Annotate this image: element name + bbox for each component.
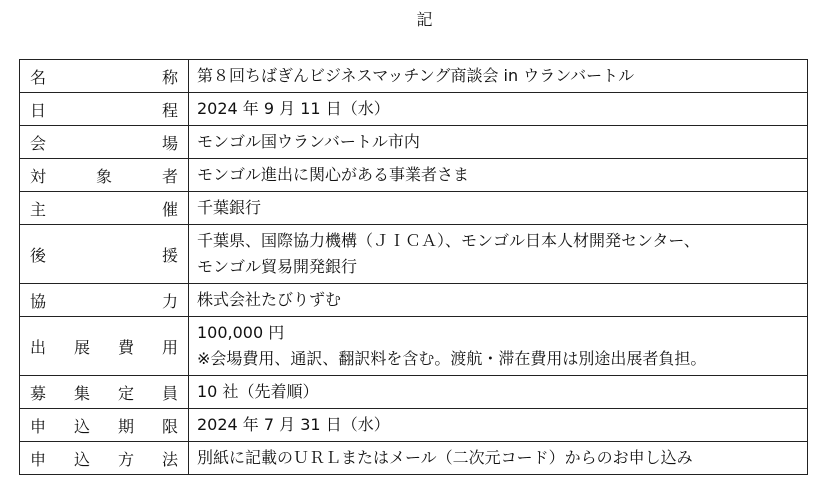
row-value-line: ※会場費用、通訳、翻訳料を含む。渡航・滞在費用は別途出展者負担。: [197, 349, 707, 368]
row-label-cell: [20, 159, 189, 192]
row-value-line: 10 社（先着順）: [197, 382, 319, 401]
row-value-line: 第８回ちばぎんビジネスマッチング商談会 in ウランバートル: [197, 66, 635, 85]
table-row: [20, 317, 808, 376]
row-label-cell: [20, 317, 189, 376]
document-heading: 記: [416, 10, 434, 29]
row-label-cell: [20, 409, 189, 442]
row-label: 会 場: [30, 133, 178, 153]
row-value-line: モンゴル国ウランバートル市内: [197, 132, 420, 151]
table-row: [20, 409, 808, 442]
event-info-table-body: [20, 60, 808, 475]
row-value-cell: [189, 317, 808, 376]
table-row: [20, 225, 808, 284]
row-label: 対 象 者: [30, 166, 178, 186]
row-label: 出 展 費 用: [30, 337, 178, 357]
row-value-cell: [189, 442, 808, 475]
row-value-line: 2024 年 7 月 31 日（水）: [197, 415, 390, 434]
row-value-cell: [189, 225, 808, 284]
row-label-cell: [20, 93, 189, 126]
row-value-cell: [189, 284, 808, 317]
row-label-cell: [20, 284, 189, 317]
row-value-cell: [189, 409, 808, 442]
row-value-line: 千葉銀行: [197, 198, 262, 217]
table-row: [20, 93, 808, 126]
table-row: [20, 442, 808, 475]
table-row: [20, 159, 808, 192]
row-value-line: 100,000 円: [197, 323, 285, 342]
row-label: 後 援: [30, 245, 178, 265]
row-label-cell: [20, 376, 189, 409]
row-value-line: 別紙に記載のＵＲＬまたはメール（二次元コード）からのお申し込み: [197, 448, 693, 467]
table-row: [20, 192, 808, 225]
row-label: 募 集 定 員: [30, 383, 178, 403]
row-label-cell: [20, 126, 189, 159]
row-label-cell: [20, 442, 189, 475]
row-value-line: モンゴル進出に関心がある事業者さま: [197, 165, 470, 184]
table-row: [20, 376, 808, 409]
table-row: [20, 284, 808, 317]
row-label: 協 力: [30, 291, 178, 311]
row-value-line: モンゴル貿易開発銀行: [197, 257, 358, 276]
row-label-cell: [20, 192, 189, 225]
row-label: 申 込 期 限: [30, 416, 178, 436]
row-label: 日 程: [30, 100, 178, 120]
row-value-cell: [189, 192, 808, 225]
table-row: [20, 60, 808, 93]
row-label: 申 込 方 法: [30, 449, 178, 469]
row-value-line: 株式会社たびりずむ: [197, 290, 342, 309]
row-value-cell: [189, 159, 808, 192]
row-value-line: 千葉県、国際協力機構（ＪＩＣＡ）、モンゴル日本人材開発センター、: [197, 231, 700, 250]
table-row: [20, 126, 808, 159]
row-label: 主 催: [30, 199, 178, 219]
row-label-cell: [20, 225, 189, 284]
event-info-table: [19, 59, 808, 475]
row-value-cell: [189, 126, 808, 159]
row-value-cell: [189, 93, 808, 126]
row-label-cell: [20, 60, 189, 93]
row-value-cell: [189, 376, 808, 409]
row-value-cell: [189, 60, 808, 93]
row-value-line: 2024 年 9 月 11 日（水）: [197, 99, 390, 118]
row-label: 名 称: [30, 67, 178, 87]
